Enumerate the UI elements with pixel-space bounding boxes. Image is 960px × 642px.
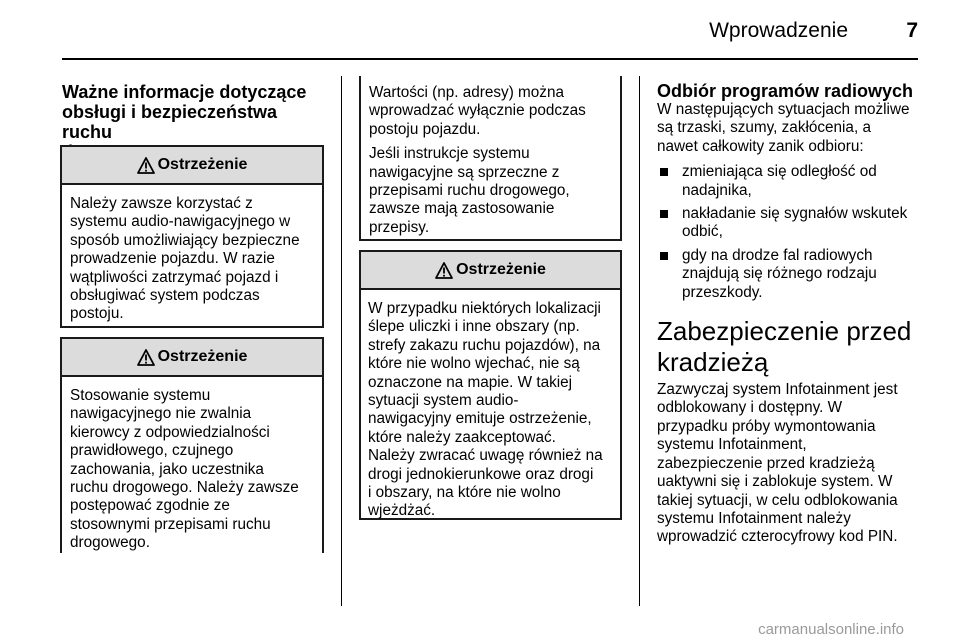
warning-title: Ostrzeżenie	[456, 261, 546, 278]
list-item: zmieniająca się odległość od nadajnika,	[657, 163, 925, 200]
watermark: carmanualsonline.info	[758, 621, 904, 638]
column-3	[657, 81, 925, 547]
warning-header	[62, 339, 322, 377]
theft-text: Zazwyczaj system Infotainment jest odblokowany i dostępny. W przypadku próby wymontowania systemu Infotainment, zabezpieczenie przed kradzieżą uaktywni się i zablokuje system. W takiej sytuacji, w celu odblokowania systemu Infotainment należy wprowadzić czterocyfrowy kod PIN.	[657, 381, 898, 546]
paragraph: Wartości (np. adresy) można wprowadzać wyłącznie podczas postoju pojazdu.	[369, 84, 586, 138]
warning-box-continued	[359, 76, 622, 241]
bullet-square-icon	[660, 210, 668, 218]
warning-title: Ostrzeżenie	[157, 348, 248, 365]
warning-box-3	[359, 250, 622, 520]
warning-text: Stosowanie systemu nawigacyjnego nie zwalnia kierowcy z odpowiedzialności prawidłowego, czujnego zachowania, jako uczestnika ruchu drogowego. Należy zawsze postępować zgodnie ze stosownymi przepisami ruchu drogowego.	[70, 387, 299, 552]
section-heading-radio: Odbiór programów radiowych	[657, 81, 914, 101]
column-divider-1	[341, 76, 342, 606]
reception-issue-list	[657, 163, 925, 302]
header-title: Wprowadzenie	[709, 19, 848, 42]
page-number: 7	[906, 19, 918, 42]
warning-text: Należy zawsze korzystać z systemu audio-nawigacyjnego w sposób umożliwiający bezpieczne prowadzenie pojazdu. W razie wątpliwości zatrzymać pojazd i obsługiwać system podczas postoju.	[70, 195, 300, 323]
warning-triangle-icon	[137, 349, 155, 366]
warning-text: W przypadku niektórych lokalizacji ślepe uliczki i inne obszary (np. strefy zakazu ruchu pojazdów), na które nie wolno wjechać, nie są oznaczone na mapie. W takiej sytuacji system audio- nawigacyjny emituje ostrzeżenie, które należy zaakceptować. Należy zwracać uwagę również na drogi jednokierunkowe oraz drogi i obszary, na które nie wolno wjeżdżać.	[368, 300, 603, 520]
column-divider-2	[639, 76, 640, 606]
warning-text-continued	[361, 76, 620, 237]
bullet-square-icon	[660, 168, 668, 176]
warning-box-1	[60, 145, 324, 328]
warning-header	[62, 147, 322, 185]
section-heading-theft: Zabezpieczenie przed kradzieżą	[657, 316, 912, 378]
paragraph: Jeśli instrukcje systemu nawigacyjne są sprzeczne z przepisami ruchu drogowego, zawsze mają zastosowanie przepisy.	[369, 145, 570, 236]
page-header	[62, 0, 918, 60]
warning-header	[361, 252, 620, 290]
radio-intro: W następujących sytuacjach możliwe są trzaski, szumy, zakłócenia, a nawet całkowity zanik odbioru:	[657, 101, 910, 155]
section-heading-safety: Ważne informacje dotyczące obsługi i bezpieczeństwa ruchu	[62, 82, 307, 142]
warning-title: Ostrzeżenie	[157, 156, 248, 173]
warning-triangle-icon	[137, 157, 155, 174]
list-item: gdy na drodze fal radiowych znajdują się różnego rodzaju przeszkody.	[657, 247, 925, 302]
warning-triangle-icon	[435, 262, 453, 279]
list-item: nakładanie się sygnałów wskutek odbić,	[657, 205, 925, 242]
bullet-square-icon	[660, 252, 668, 260]
warning-box-2	[60, 337, 324, 553]
